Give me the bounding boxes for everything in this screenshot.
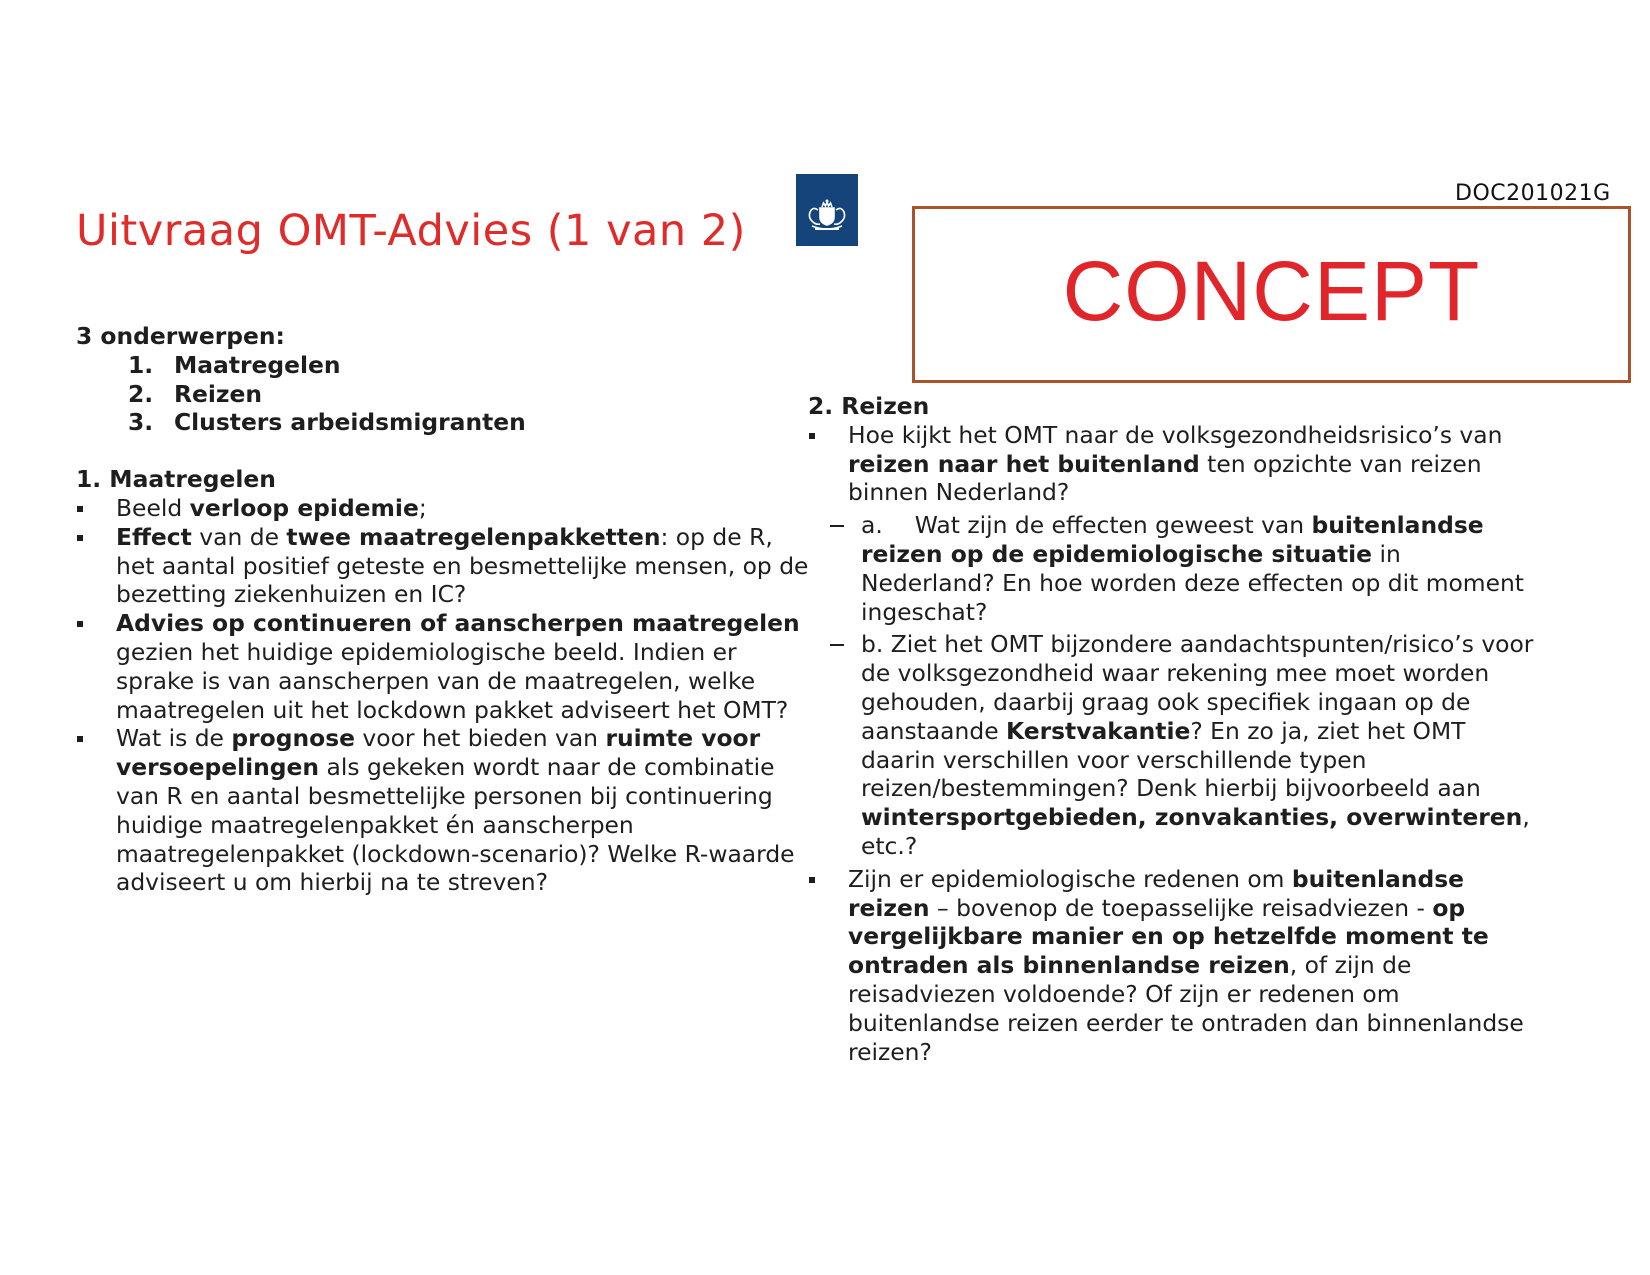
left-column xyxy=(76,322,811,897)
government-logo xyxy=(796,174,858,246)
slide-title: Uitvraag OMT-Advies (1 van 2) xyxy=(76,206,746,256)
list-item: 1. Maatregelen xyxy=(128,350,341,379)
dash-bullet-icon xyxy=(830,525,844,527)
dash-bullet-icon xyxy=(830,644,844,646)
list-item: Zijn er epidemiologische redenen om buitenlandse reizen – bovenop de toepasselijke reisadviezen - op vergelijkbare manier en op hetzelfde moment te ontraden als binnenlandse reizen, of zijn de reisadviezen voldoende? Of zijn er redenen om buitenlandse reizen eerder te ontraden dan binnenlandse reizen? xyxy=(808,865,1538,1067)
right-column xyxy=(808,392,1538,1066)
concept-stamp xyxy=(912,206,1631,383)
doc-code: DOC201021G xyxy=(1455,181,1611,206)
square-bullet-icon xyxy=(77,506,83,512)
list-item: b. Ziet het OMT bijzondere aandachtspunten/risico’s voor de volksgezondheid waar rekening mee moet worden gehouden, daarbij graag ook specifiek ingaan op de aanstaande Kerstvakantie? En zo ja, ziet het OMT daarin verschillen voor verschillende typen reizen/bestemmingen? Denk hierbij bijvoorbeeld aan wintersportgebieden, zonvakanties, overwinteren, etc.? xyxy=(808,630,1538,860)
square-bullet-icon xyxy=(77,736,83,742)
square-bullet-icon xyxy=(77,621,83,627)
coat-of-arms-icon xyxy=(796,174,858,246)
subjects-list xyxy=(76,351,811,437)
list-item: 2. Reizen xyxy=(128,379,263,408)
list-item: 3. Clusters arbeidsmigranten xyxy=(128,408,526,437)
measures-heading: 1. Maatregelen xyxy=(76,465,276,494)
travel-list-2 xyxy=(808,865,1538,1067)
list-item: Advies op continueren of aanscherpen maatregelen gezien het huidige epidemiologische beeld. Indien er sprake is van aanscherpen van de maatregelen, welke maatregelen uit het lockdown pakket adviseert het OMT? xyxy=(76,609,811,724)
list-item: Effect van de twee maatregelenpakketten: op de R, het aantal positief geteste en besmettelijke mensen, op de bezetting ziekenhuizen en IC? xyxy=(76,523,811,609)
concept-label: CONCEPT xyxy=(1062,244,1481,338)
travel-list xyxy=(808,421,1538,507)
list-item: Wat is de prognose voor het bieden van ruimte voor versoepelingen als gekeken wordt naar de combinatie van R en aantal besmettelijke personen bij continuering huidige maatregelenpakket én aanscherpen maatregelenpakket (lockdown-scenario)? Welke R-waarde adviseert u om hierbij na te streven? xyxy=(76,724,811,897)
square-bullet-icon xyxy=(809,877,815,883)
square-bullet-icon xyxy=(77,535,83,541)
list-item: Beeld verloop epidemie; xyxy=(76,494,811,523)
travel-heading: 2. Reizen xyxy=(808,392,930,420)
measures-list xyxy=(76,494,811,897)
subjects-heading: 3 onderwerpen: xyxy=(76,322,285,350)
list-item: a. Wat zijn de effecten geweest van buitenlandse reizen op de epidemiologische situatie in Nederland? En hoe worden deze effecten op dit moment ingeschat? xyxy=(808,511,1538,626)
square-bullet-icon xyxy=(809,433,815,439)
list-item: Hoe kijkt het OMT naar de volksgezondheidsrisico’s van reizen naar het buitenland ten opzichte van reizen binnen Nederland? xyxy=(808,421,1538,507)
